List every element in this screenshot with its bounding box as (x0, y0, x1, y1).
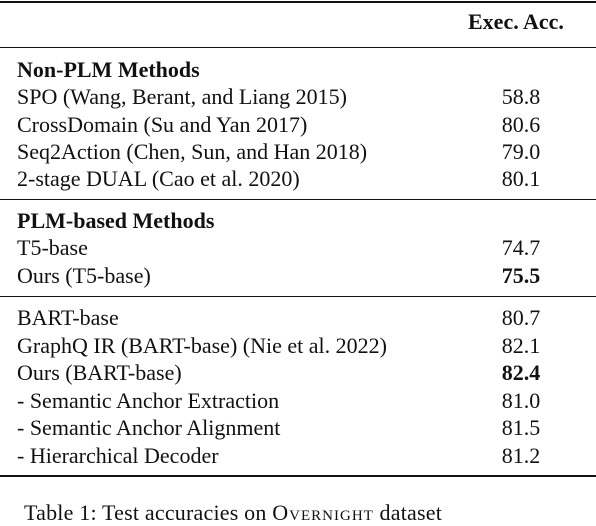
section-title-non-plm: Non-PLM Methods (17, 57, 200, 82)
table-row-method: GraphQ IR (BART-base) (Nie et al. 2022) (17, 333, 387, 358)
table-row-method: - Semantic Anchor Alignment (17, 415, 281, 440)
table-row-method: BART-base (17, 305, 119, 330)
table-row-method: T5-base (17, 235, 88, 260)
caption-prefix: Table 1: Test accuracies on (24, 500, 267, 525)
bottom-rule (0, 475, 596, 477)
table-row-method: - Semantic Anchor Extraction (17, 388, 280, 413)
table-row-value: 79.0 (501, 139, 541, 164)
section-rule-1 (0, 199, 596, 200)
table-row-value: 81.0 (501, 388, 541, 413)
section-title-plm-based: PLM-based Methods (17, 208, 215, 233)
table-row-method: Seq2Action (Chen, Sun, and Han 2018) (17, 139, 368, 164)
table-row-method: 2-stage DUAL (Cao et al. 2020) (17, 166, 300, 191)
table-row-value: 82.1 (501, 333, 541, 358)
section-rule-2 (0, 296, 596, 297)
top-rule (0, 1, 596, 3)
table-row-method: - Hierarchical Decoder (17, 443, 219, 468)
column-header-exec-acc: Exec. Acc. (468, 9, 564, 34)
table-row-value-best: 75.5 (501, 263, 541, 288)
table-row-value: 80.7 (501, 305, 541, 330)
table-row-value: 74.7 (501, 235, 541, 260)
table-caption (24, 500, 442, 526)
table-row-method: CrossDomain (Su and Yan 2017) (17, 112, 308, 137)
table-row-method: SPO (Wang, Berant, and Liang 2015) (17, 84, 347, 109)
table-row-method: Ours (BART-base) (17, 360, 182, 385)
table-row-value: 80.6 (501, 112, 541, 137)
table-row-value-best: 82.4 (501, 360, 541, 385)
table-row-method: Ours (T5-base) (17, 263, 151, 288)
table-row-value: 81.5 (501, 415, 541, 440)
table-row-value: 81.2 (501, 443, 541, 468)
caption-suffix: dataset (379, 500, 443, 525)
table-row-value: 80.1 (501, 166, 541, 191)
table-row-value: 58.8 (501, 84, 541, 109)
caption-dataset: Overnight (272, 500, 374, 525)
header-rule (0, 47, 596, 48)
